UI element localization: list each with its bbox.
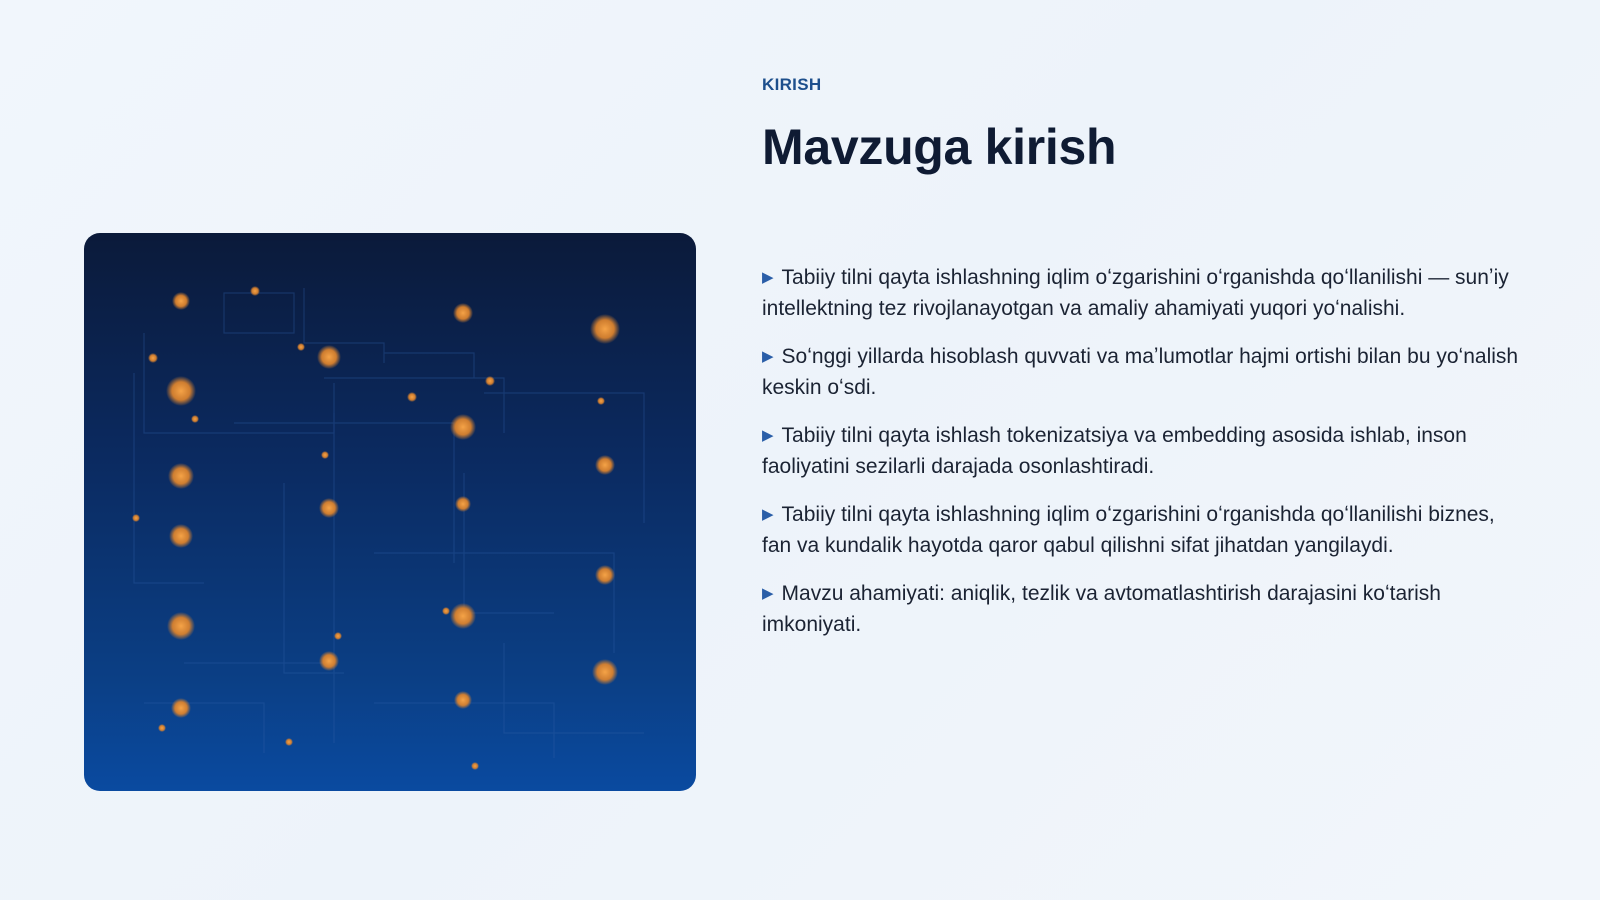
bullet-list [762,262,1522,657]
circuit-network-icon [84,233,696,791]
circuit-network-illustration [84,233,696,791]
bullet-item [762,262,1522,324]
triangle-right-icon: ▶ [762,506,774,523]
slide-title: Mavzuga kirish [762,119,1117,175]
bullet-item [762,578,1522,640]
bullet-item [762,420,1522,482]
section-label: KIRISH [762,75,822,94]
bullet-text: Tabiiy tilni qayta ishlashning iqlim oʻzgarishini oʻrganishda qoʻllanilishi — sunʼiy intellektning tez rivojlanayotgan va amaliy ahamiyati yuqori yoʻnalishi. [762,266,1509,320]
triangle-right-icon: ▶ [762,427,774,444]
triangle-right-icon: ▶ [762,269,774,286]
bullet-text: Tabiiy tilni qayta ishlashning iqlim oʻzgarishini oʻrganishda qoʻllanilishi biznes, fan va kundalik hayotda qaror qabul qilishni sifat jihatdan yangilaydi. [762,503,1495,557]
triangle-right-icon: ▶ [762,348,774,365]
bullet-text: Soʻnggi yillarda hisoblash quvvati va maʼlumotlar hajmi ortishi bilan bu yoʻnalish keskin oʻsdi. [762,345,1519,399]
bullet-item [762,341,1522,403]
bullet-text: Tabiiy tilni qayta ishlash tokenizatsiya va embedding asosida ishlab, inson faoliyatini sezilarli darajada osonlashtiradi. [762,424,1467,478]
network-nodes [132,286,620,770]
bullet-text: Mavzu ahamiyati: aniqlik, tezlik va avtomatlashtirish darajasini koʻtarish imkoniyati. [762,582,1441,636]
triangle-right-icon: ▶ [762,585,774,602]
bullet-item [762,499,1522,561]
